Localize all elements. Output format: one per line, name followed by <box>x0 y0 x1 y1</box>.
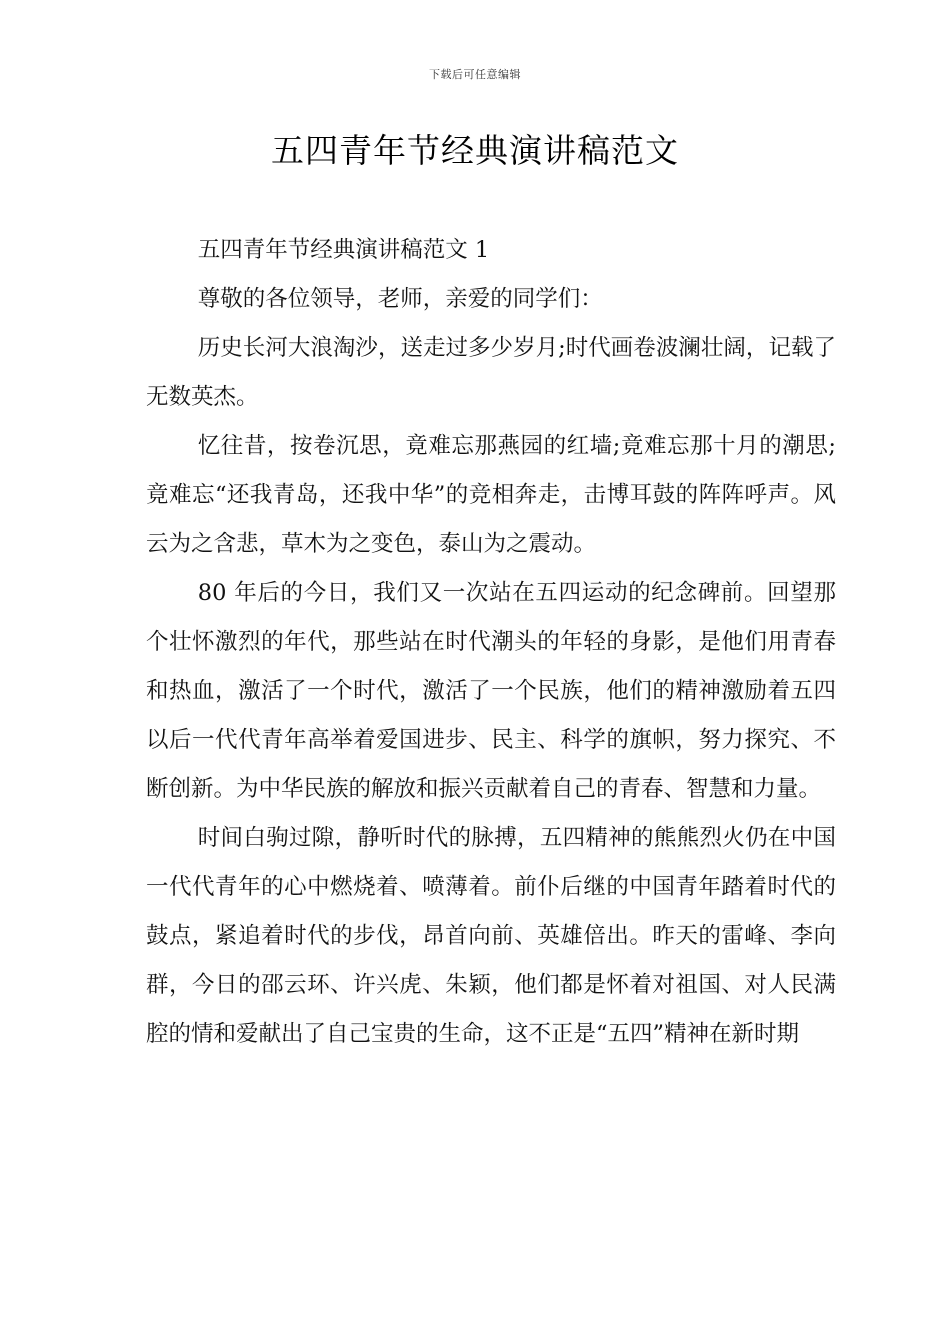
paragraph: 时间白驹过隙，静听时代的脉搏，五四精神的熊熊烈火仍在中国一代代青年的心中燃烧着、喷薄着。前仆后继的中国青年踏着时代的鼓点，紧追着时代的步伐，昂首向前、英雄倍出。昨天的雷峰、李向群，今日的邵云环、许兴虎、朱颖，他们都是怀着对祖国、对人民满腔的情和爱献出了自己宝贵的生命，这不正是“五四”精神在新时期 <box>146 825 836 1047</box>
page-header-note: 下载后可任意编辑 <box>429 68 521 81</box>
document-title: 五四青年节经典演讲稿范文 <box>271 131 679 170</box>
paragraph: 80 年后的今日，我们又一次站在五四运动的纪念碑前。回望那个壮怀激烈的年代，那些站在时代潮头的年轻的身影，是他们用青春和热血，激活了一个时代，激活了一个民族，他们的精神激励着五四以后一代代青年高举着爱国进步、民主、科学的旗帜，努力探究、不断创新。为中华民族的解放和振兴贡献着自己的青春、智慧和力量。 <box>146 580 836 802</box>
section-heading: 五四青年节经典演讲稿范文 1 <box>197 237 490 263</box>
paragraph: 忆往昔，按卷沉思，竟难忘那燕园的红墙;竟难忘那十月的潮思;竟难忘“还我青岛，还我中华”的竞相奔走，击博耳鼓的阵阵呼声。风云为之含悲，草木为之变色，泰山为之震动。 <box>146 433 836 557</box>
document-body <box>146 226 836 1059</box>
salutation: 尊敬的各位领导，老师，亲爱的同学们： <box>197 286 603 312</box>
paragraph: 历史长河大浪淘沙，送走过多少岁月;时代画卷波澜壮阔，记载了无数英杰。 <box>146 335 836 410</box>
